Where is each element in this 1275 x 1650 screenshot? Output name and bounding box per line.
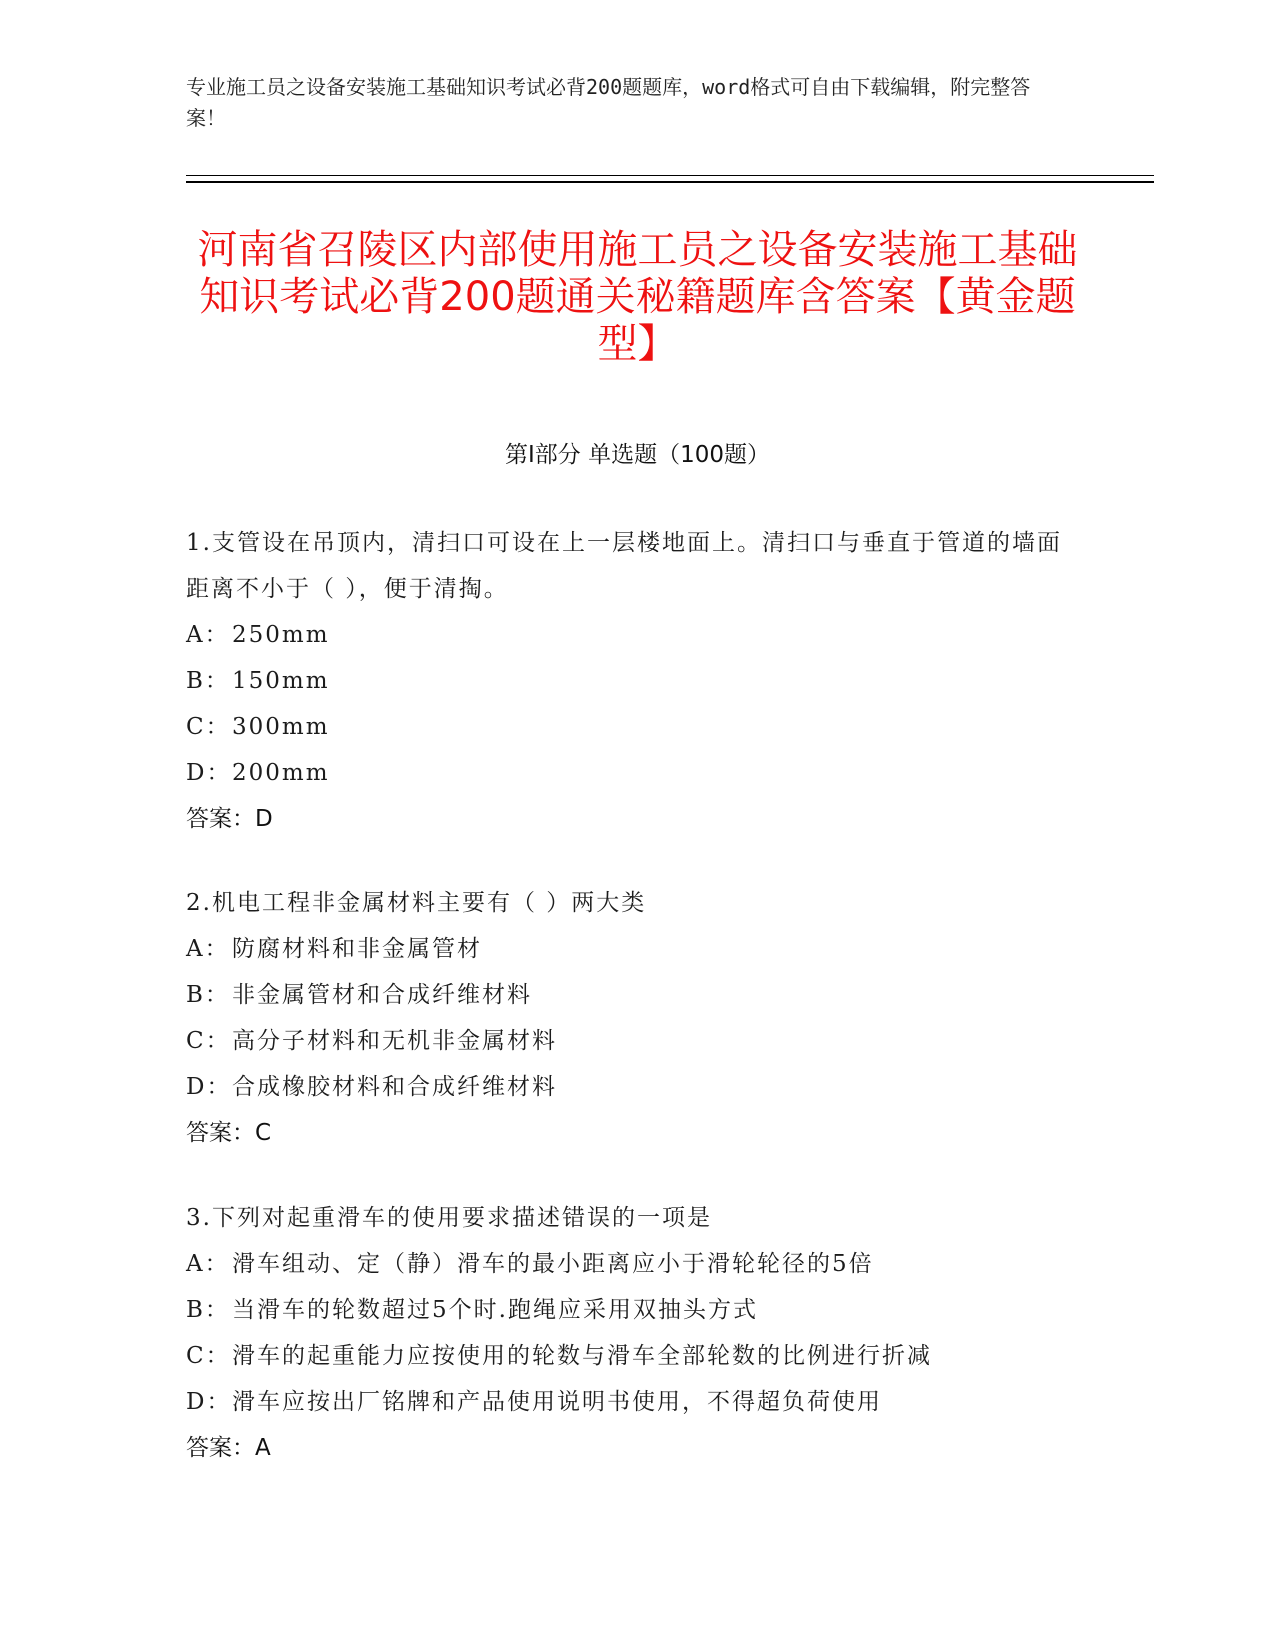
- question-block: [186, 1195, 1066, 1471]
- option-key: D：: [186, 1074, 232, 1100]
- option-text: 滑车应按出厂铭牌和产品使用说明书使用，不得超负荷使用: [232, 1389, 882, 1415]
- option-text: 150mm: [232, 668, 330, 694]
- option-key: D：: [186, 1389, 232, 1415]
- header-divider-top: [186, 175, 1154, 176]
- option-text: 滑车组动、定（静）滑车的最小距离应小于滑轮轮径的5倍: [232, 1251, 874, 1277]
- option-key: D：: [186, 760, 232, 786]
- option-d: [186, 1064, 1066, 1110]
- option-c: [186, 704, 1066, 750]
- option-key: C：: [186, 1028, 231, 1054]
- question-stem: 3.下列对起重滑车的使用要求描述错误的一项是: [186, 1205, 712, 1231]
- option-c: [186, 1018, 1066, 1064]
- option-text: 合成橡胶材料和合成纤维材料: [232, 1074, 557, 1100]
- option-key: C：: [186, 714, 231, 740]
- question-block: [186, 880, 1066, 1156]
- option-d: [186, 750, 1066, 796]
- answer-line: 答案：D: [186, 806, 273, 832]
- option-text: 250mm: [232, 622, 330, 648]
- option-text: 当滑车的轮数超过5个时.跑绳应采用双抽头方式: [232, 1297, 758, 1323]
- section-heading: 第Ⅰ部分 单选题（100题）: [505, 442, 770, 468]
- option-key: B：: [186, 982, 230, 1008]
- option-b: [186, 1287, 1066, 1333]
- question-stem: 2.机电工程非金属材料主要有（ ）两大类: [186, 890, 647, 916]
- option-text: 非金属管材和合成纤维材料: [232, 982, 532, 1008]
- option-d: [186, 1379, 1066, 1425]
- question-stem: 1.支管设在吊顶内，清扫口可设在上一层楼地面上。清扫口与垂直于管道的墙面距离不小于（ ），便于清掏。: [186, 530, 1062, 602]
- option-key: A：: [186, 936, 230, 962]
- answer-line: 答案：C: [186, 1120, 272, 1146]
- document-title: 河南省召陵区内部使用施工员之设备安装施工基础知识考试必背200题通关秘籍题库含答案【黄金题型】: [197, 227, 1078, 367]
- option-key: B：: [186, 1297, 230, 1323]
- option-key: C：: [186, 1343, 231, 1369]
- option-key: B：: [186, 668, 230, 694]
- option-text: 滑车的起重能力应按使用的轮数与滑车全部轮数的比例进行折减: [232, 1343, 932, 1369]
- option-c: [186, 1333, 1066, 1379]
- option-b: [186, 658, 1066, 704]
- option-key: A：: [186, 622, 230, 648]
- option-key: A：: [186, 1251, 230, 1277]
- option-a: [186, 612, 1066, 658]
- option-a: [186, 1241, 1066, 1287]
- option-b: [186, 972, 1066, 1018]
- option-text: 高分子材料和无机非金属材料: [232, 1028, 557, 1054]
- question-block: [186, 520, 1066, 842]
- option-text: 200mm: [232, 760, 330, 786]
- header-note: 专业施工员之设备安装施工基础知识考试必背200题题库，word格式可自由下载编辑，附完整答案！: [186, 75, 1031, 130]
- header-divider-bottom: [186, 181, 1154, 183]
- option-text: 300mm: [232, 714, 330, 740]
- option-text: 防腐材料和非金属管材: [232, 936, 482, 962]
- answer-line: 答案：A: [186, 1435, 271, 1461]
- option-a: [186, 926, 1066, 972]
